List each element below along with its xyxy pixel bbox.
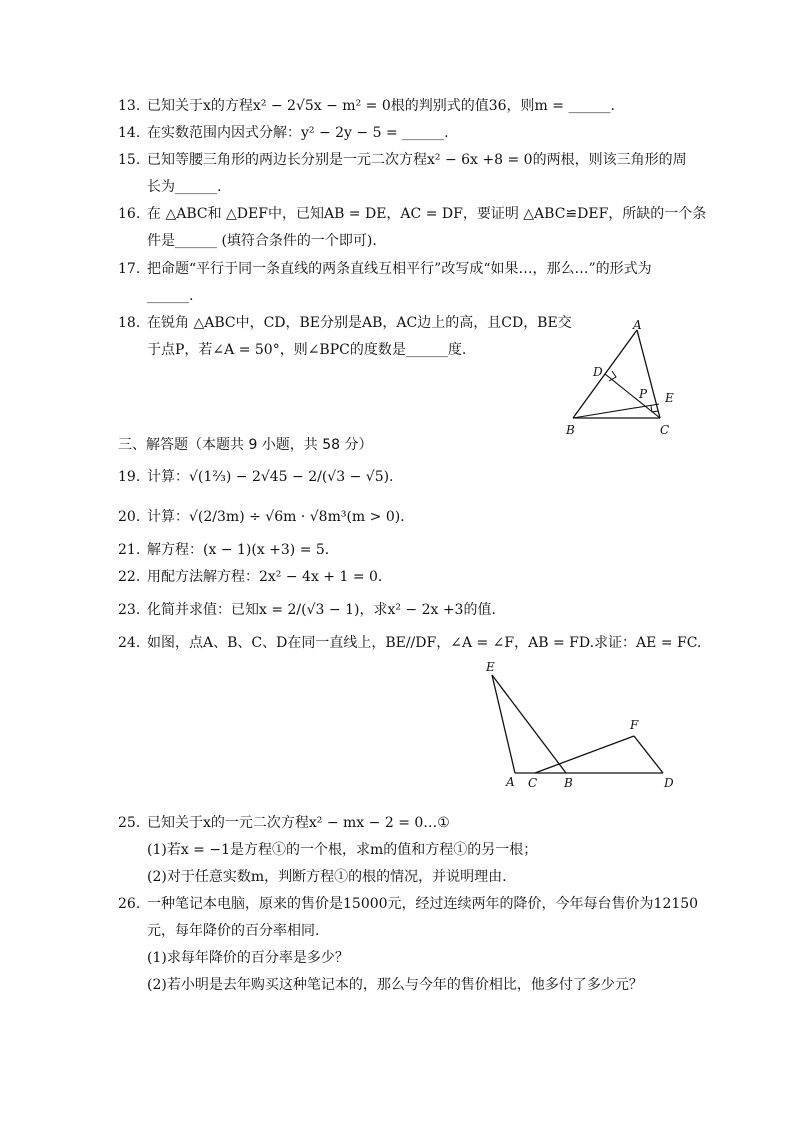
- problem-16-line1: 在 △ABC和 △DEF中，已知AB = DE，AC = DF，要证明 △ABC≌DEF，所缺的一个条: [147, 206, 707, 222]
- problem-15-line2: 长为______.: [147, 179, 222, 195]
- fig2-label-b: B: [564, 776, 573, 790]
- fig1-label-a: A: [633, 318, 642, 332]
- problem-21-number: 21.: [118, 542, 141, 558]
- problem-17-line2: ______.: [147, 288, 194, 304]
- triangle-figure-1: [560, 318, 690, 440]
- problem-25-number: 25.: [118, 815, 141, 831]
- problem-25-line2: (1)若x = −1是方程①的一个根，求m的值和方程①的另一根；: [147, 842, 538, 858]
- problem-22-number: 22.: [118, 569, 141, 585]
- fig1-label-p: P: [639, 387, 648, 401]
- problem-20-text: 计算：√(2/3m) ÷ √6m · √8m³(m > 0).: [147, 509, 405, 525]
- problem-17-number: 17.: [118, 261, 141, 277]
- problem-23-number: 23.: [118, 602, 141, 618]
- problem-22-text: 用配方法解方程：2x² − 4x + 1 = 0.: [147, 569, 383, 585]
- fig1-label-d: D: [593, 365, 603, 379]
- problem-15-line1: 已知等腰三角形的两边长分别是一元二次方程x² − 6x +8 = 0的两根，则该三角形的周: [147, 152, 687, 168]
- problem-26-line2: 元，每年降价的百分率相同.: [147, 923, 320, 939]
- problem-26-number: 26.: [118, 896, 141, 912]
- problem-21-text: 解方程：(x − 1)(x +3) = 5.: [147, 542, 330, 558]
- problem-23-text: 化简并求值：已知x = 2/(√3 − 1)，求x² − 2x +3的值.: [147, 602, 496, 618]
- problem-16-number: 16.: [118, 206, 141, 222]
- fig2-label-d: D: [664, 776, 674, 790]
- fig2-label-e: E: [486, 660, 495, 674]
- problem-25-line3: (2)对于任意实数m，判断方程①的根的情况，并说明理由.: [147, 869, 507, 885]
- problem-14-number: 14.: [118, 125, 141, 141]
- problem-25-line1: 已知关于x的一元二次方程x² − mx − 2 = 0…①: [147, 815, 450, 831]
- problem-24-number: 24.: [118, 635, 141, 651]
- problem-18-number: 18.: [118, 315, 141, 331]
- fig1-label-c: C: [660, 423, 670, 437]
- problem-20-number: 20.: [118, 509, 141, 525]
- problem-26-line3: (1)求每年降价的百分率是多少？: [147, 950, 349, 966]
- problem-18-line1: 在锐角 △ABC中，CD，BE分别是AB，AC边上的高，且CD，BE交: [147, 315, 572, 331]
- problem-26-line1: 一种笔记本电脑，原来的售价是15000元，经过连续两年的降价，今年每台售价为12150: [147, 896, 699, 912]
- problem-26-line4: (2)若小明是去年购买这种笔记本的，那么与今年的售价相比，他多付了多少元？: [147, 977, 643, 993]
- problem-13-number: 13.: [118, 98, 141, 114]
- fig2-label-f: F: [630, 718, 639, 732]
- fig1-label-b: B: [566, 423, 575, 437]
- fig2-label-a: A: [506, 775, 515, 789]
- fig1-label-e: E: [665, 391, 674, 405]
- problem-19-text: 计算：√(1⅔) − 2√45 − 2/(√3 − √5).: [147, 469, 394, 485]
- parallel-lines-figure-2: [480, 655, 690, 795]
- problem-14-text: 在实数范围内因式分解：y² − 2y − 5 = ______.: [147, 125, 449, 141]
- problem-17-line1: 把命题“平行于同一条直线的两条直线互相平行”改写成“如果…，那么…”的形式为: [147, 261, 652, 277]
- problem-18-line2: 于点P，若∠A = 50°，则∠BPC的度数是______度.: [147, 342, 467, 358]
- problem-16-line2: 件是______ (填符合条件的一个即可).: [147, 233, 377, 249]
- problem-19-number: 19.: [118, 469, 141, 485]
- fig2-label-c: C: [528, 776, 538, 790]
- problem-24-text: 如图，点A、B、C、D在同一直线上，BE//DF，∠A = ∠F，AB = FD.求证：AE = FC.: [147, 635, 702, 651]
- section-header-3: 三、解答题（本题共 9 小题，共 58 分）: [118, 437, 373, 453]
- problem-15-number: 15.: [118, 152, 141, 168]
- problem-13-text: 已知关于x的方程x² − 2√5x − m² = 0根的判别式的值36，则m = ______.: [147, 98, 615, 114]
